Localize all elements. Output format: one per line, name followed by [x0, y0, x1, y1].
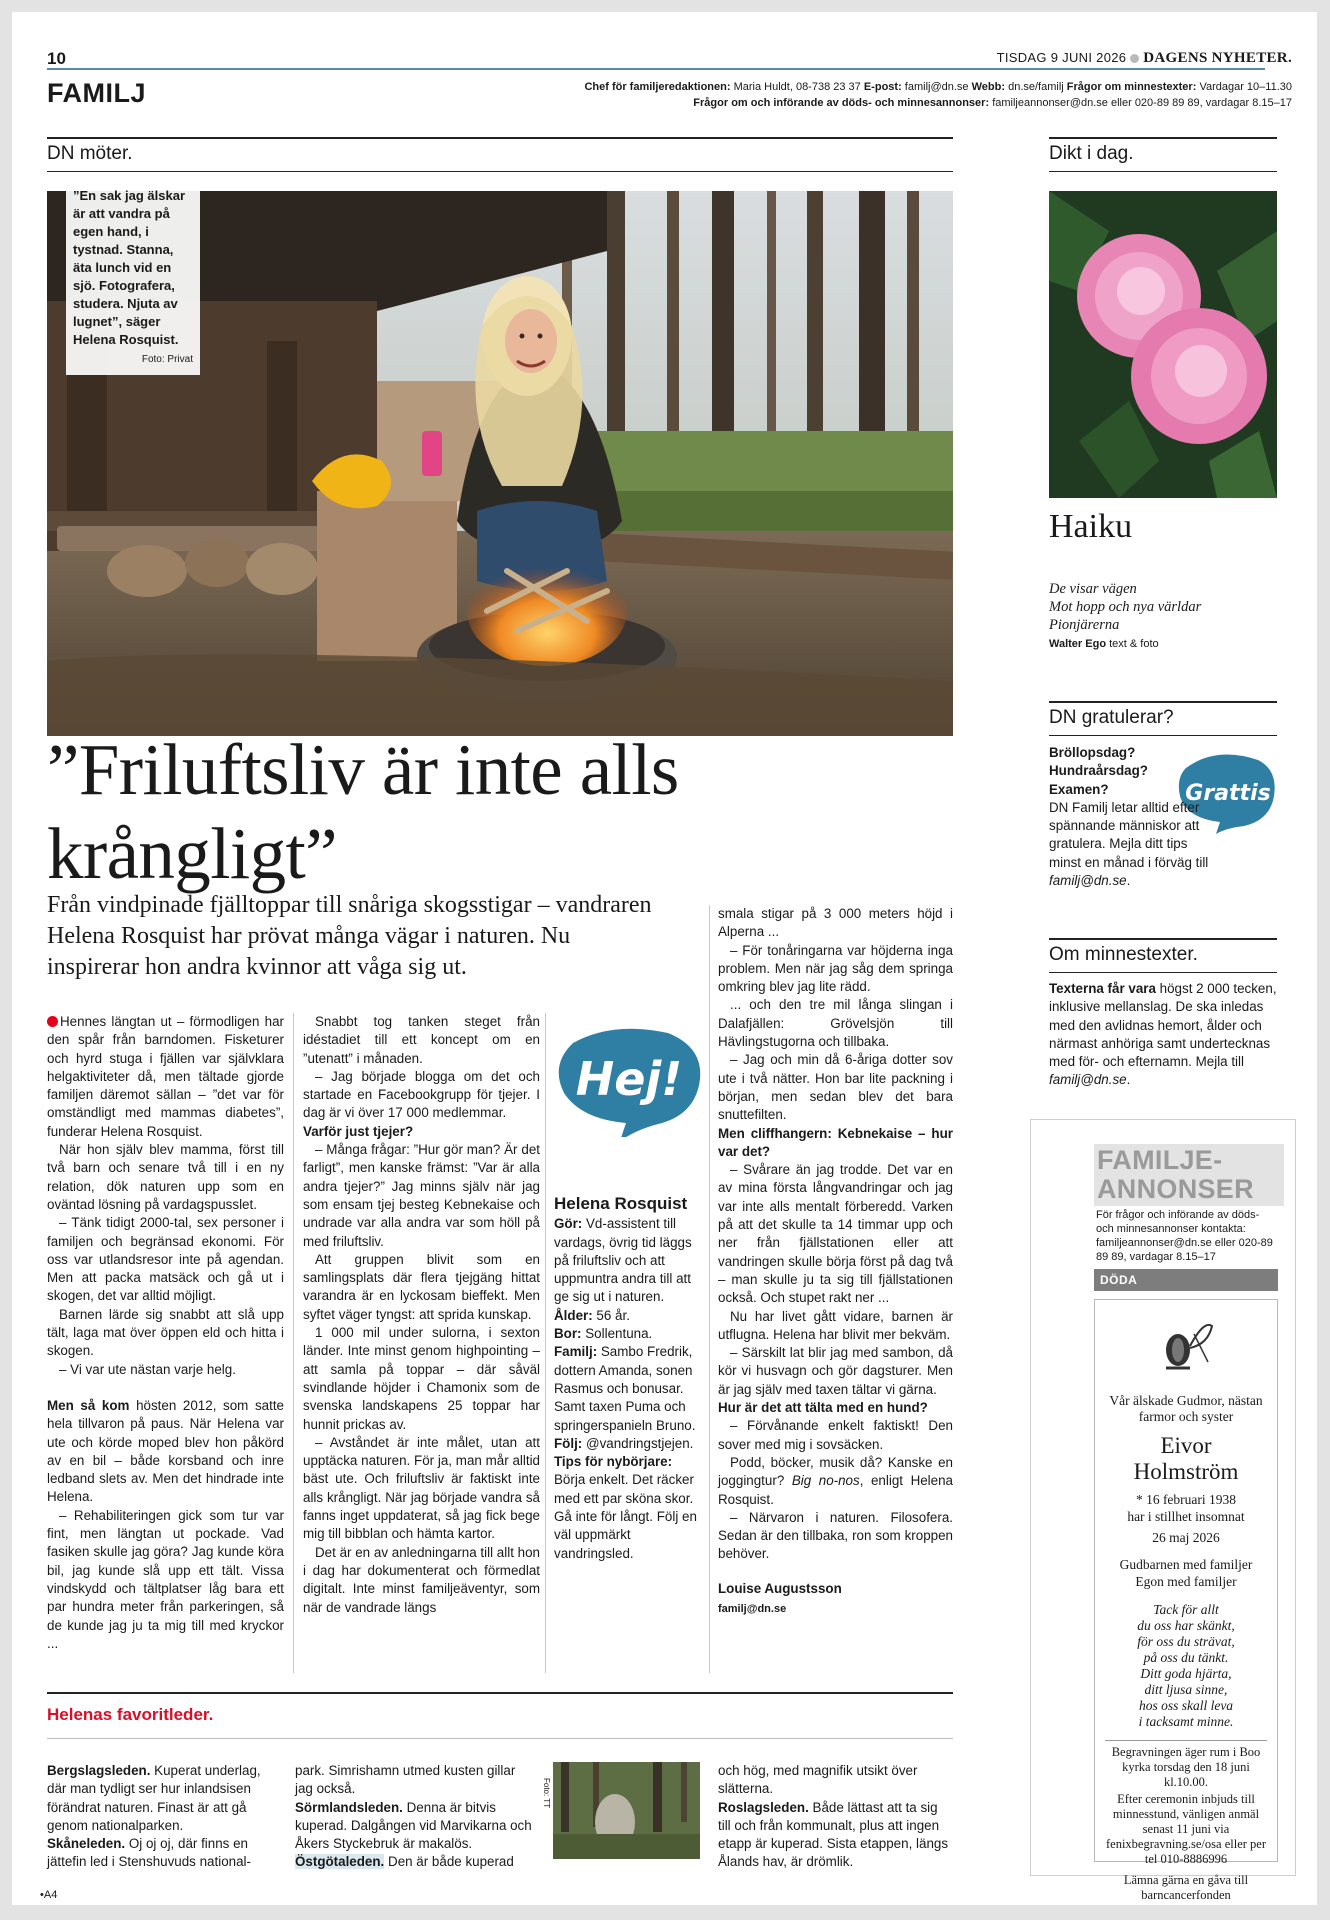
factbox-label: Ålder:: [554, 1307, 593, 1323]
factbox-label: Tips för nybörjare:: [554, 1454, 673, 1470]
deceased-last-name: Holmström: [1133, 1459, 1239, 1484]
paragraph: , enligt Helena Rosquist.: [718, 1473, 953, 1507]
minnes-rule: [1049, 938, 1277, 940]
trail-text: Den är både kuperad: [384, 1854, 514, 1870]
article-column-4: [718, 905, 953, 1618]
paragraph-lead: Men så kom: [47, 1397, 130, 1413]
paragraph: Det är en av anledningarna till allt hon i dag har dokumenterat och förmedlat digitalt. Inte minst familjeäventyr, som när de vandrade längs: [303, 1544, 540, 1615]
paragraph: 1 000 mil under sulorna, i sexton länder. Inte minst genom highpointing – att samla på toppar – där såväl svindlande höjder i Chamonix som de svenska landskapens 25 toppar har hunnit prickas av.: [303, 1325, 540, 1432]
grattis-logo-text: Grattis: [1185, 781, 1271, 806]
factbox-value: Börja enkelt. Det räcker med ett par sköna skor. Gå inte för långt. Följ en väl uppmärkt vandringsled.: [554, 1472, 697, 1561]
article-column-2: [303, 1013, 540, 1617]
doda-bar: DÖDA: [1094, 1269, 1278, 1291]
column-divider: [709, 905, 710, 1673]
factbox: [554, 1195, 706, 1563]
trail-text: och hög, med magnifik utsikt över slätterna.: [718, 1763, 918, 1797]
gratulerar-underline: [1049, 735, 1277, 736]
factbox-name: Helena Rosquist: [554, 1194, 688, 1213]
minnes-body: högst 2 000 tecken, inklusive mellanslag. De ska inledas med den avlidnas hemort, ålder och närmast anhöriga samt undertecknas med för- och efternamn. Mejla till: [1049, 981, 1277, 1070]
dateline: [997, 50, 1292, 67]
poem-line: på oss du tänkt.: [1143, 1650, 1229, 1665]
trail-name: Bergslagsleden.: [47, 1763, 151, 1778]
factbox-label: Bor:: [554, 1326, 582, 1342]
forest-rock-photo: [553, 1762, 700, 1859]
article-ingress: Från vindpinade fjälltoppar till snåriga skogsstigar – vandraren Helena Rosquist har prövat många vägar i naturen. Nu inspirerar hon andra kvinnor att våga sig ut.: [47, 892, 652, 980]
deceased-first-name: Eivor: [1160, 1433, 1212, 1458]
trail-name: Skåneleden.: [47, 1836, 126, 1852]
minnes-text: [1049, 980, 1277, 1090]
mourners: Egon med familjer: [1135, 1574, 1237, 1589]
paragraph: – Avståndet är inte målet, utan att upptäcka naturen. För ja, man mår alltid bäst ute. Och friluftsliv är faktiskt inte alls krångligt. När jag började vandra så fanns inget uppdaterat, så jag fick bege mig till bibblan och hämta kartor.: [303, 1434, 540, 1542]
article-headline: ”Friluftsliv är inte alls krångligt”: [47, 729, 679, 894]
poem-line: Ditt goda hjärta,: [1140, 1666, 1232, 1681]
masthead-rule: [47, 68, 1265, 70]
hej-logo-icon: [553, 1025, 705, 1137]
paragraph: – Vi var ute nästan varje helg.: [59, 1361, 236, 1377]
issue-date: TISDAG 9 JUNI 2026: [996, 50, 1127, 65]
death-date: 26 maj 2026: [1152, 1530, 1220, 1545]
dikt-underline: [1049, 171, 1277, 172]
hej-logo: [553, 1025, 705, 1137]
trail-text: Både lättast att ta sig till och från kommunalt, plus att ingen etapp är kuperad. Sista etappen, längs Ålands hav, är drömlik.: [718, 1799, 949, 1870]
factbox-value: Sollentuna.: [581, 1326, 653, 1342]
paragraph: – Tänk tidigt 2000-tal, sex personer i familjen och begränsad ekonomi. För oss var utlandsresor inte på agendan. Men att packa matsäck och gå ut i skogen, det var alltid möjligt.: [47, 1215, 284, 1304]
haiku-title: Haiku: [1049, 508, 1133, 545]
notice-divider: [1105, 1740, 1267, 1741]
gratulerar-text: [1049, 744, 1277, 890]
paragraph: Snabbt tog tanken steget från idéstadiet till ett koncept om en ”utenatt” i månaden.: [303, 1014, 540, 1066]
factbox-value: 56 år.: [592, 1307, 630, 1323]
paragraph: När hon själv blev mamma, först till två barn och senare två till i en ny relation, dök naturen upp som en oväntad lösning på vardagspusslet.: [47, 1142, 284, 1212]
factbox-label: Följ:: [554, 1435, 583, 1451]
death-notice: [1094, 1299, 1278, 1902]
haiku-line: Pionjärerna: [1049, 617, 1120, 633]
favorites-photo-credit: Foto: TT: [542, 1778, 551, 1809]
favorites-photo: [553, 1762, 700, 1859]
poem-line: hos oss skall leva: [1138, 1698, 1234, 1713]
column-divider: [545, 1013, 546, 1673]
notice-lead: Vår älskade Gudmor, nästan farmor och syster: [1109, 1393, 1263, 1424]
paragraph: – Jag började blogga om det och startade en Facebookgrupp för tjejer. I dag är vi över 17 000 medlemmar.: [303, 1068, 540, 1121]
question-subhead: Varför just tjejer?: [303, 1123, 414, 1139]
contact-info: [512, 79, 1292, 111]
minnes-email[interactable]: familj@dn.se: [1049, 1072, 1127, 1088]
page-number: 10: [47, 49, 66, 68]
notice-poem: [1095, 1602, 1277, 1730]
gratulerar-rule: [1049, 701, 1277, 703]
newspaper-brand: DAGENS NYHETER.: [1143, 50, 1292, 66]
haiku-credit: [1049, 638, 1159, 650]
gratulerar-end: .: [1126, 873, 1131, 889]
ceremony-info: Efter ceremonin inbjuds till minnesstund, vänligen anmäl senast 11 juni via fenixbegravning.se/osa eller per tel 010-8886996: [1105, 1792, 1266, 1866]
trail-text: Denna är bitvis kuperad. Dalgången vid Marvikarna och Åkers Styckebruk är makalös.: [295, 1799, 532, 1852]
gratulerar-question: Examen?: [1049, 781, 1109, 797]
favorites-column-1: [47, 1762, 279, 1872]
factbox-label: Gör:: [554, 1216, 583, 1232]
haiku-author-suffix: text & foto: [1106, 638, 1159, 650]
haiku-poem: [1049, 580, 1277, 634]
section-title: FAMILJ: [47, 78, 147, 108]
paragraph: Att gruppen blivit som en samlingsplats där flera tjejgäng hittat varandra är en lyckosam bieffekt. Men syftet väger tyngst: att sprida kunskap.: [303, 1251, 540, 1322]
trail-text: Kuperat underlag, där man tydligt ser hur inlandsisen förändrat naturen. Finast är att gå genom nationalparken.: [47, 1763, 261, 1833]
hej-logo-text: Hej!: [575, 1052, 683, 1106]
trail-text: park. Simrishamn utmed kusten gillar jag också.: [295, 1763, 516, 1797]
article-kicker: DN möter.: [47, 143, 133, 164]
red-dot-icon: [47, 1016, 58, 1027]
peony-flowers-photo: [1049, 191, 1277, 498]
favorites-underline: [47, 1738, 953, 1739]
photo-credit: Foto: Privat: [141, 354, 193, 365]
haiku-line: De visar vägen: [1049, 581, 1137, 597]
edition-marker: •A4: [40, 1889, 58, 1901]
contact-hours: Vardagar 10–11.30: [1199, 81, 1292, 93]
minnes-lead: Texterna får vara: [1049, 981, 1156, 996]
mourners: Gudbarnen med familjer: [1119, 1557, 1253, 1572]
death-statement: har i stillhet insomnat: [1127, 1509, 1245, 1524]
photo-caption: [66, 181, 200, 375]
photo-caption-text: ”En sak jag älskar är att vandra på egen hand, i tystnad. Stanna, äta lunch vid en sjö. Fotografera, studera. Njuta av lugnet”, säger Helena Rosquist.: [73, 188, 186, 347]
bullet-icon: [1130, 54, 1139, 63]
contact-email[interactable]: familj@dn.se: [904, 81, 969, 93]
paragraph: Barnen lärde sig snabbt att slå upp tält, laga mat över öppen eld och hitta i skogen.: [47, 1306, 284, 1359]
trail-text: Oj oj oj, där finns en jättefin led i Stenshuvuds national-: [47, 1836, 251, 1870]
gratulerar-question: Bröllopsdag?: [1049, 745, 1136, 760]
paragraph: – Närvaron i naturen. Filosofera. Sedan är den tillbaka, ron som kroppen behöver.: [718, 1509, 953, 1562]
trail-name: Roslagsleden.: [718, 1799, 809, 1815]
article-column-1: [47, 1013, 284, 1653]
byline-email[interactable]: familj@dn.se: [718, 1602, 787, 1615]
byline: Louise Augustsson: [718, 1580, 842, 1596]
contact-editor: Maria Huldt, 08-738 23 37: [733, 81, 861, 93]
paragraph: Nu har livet gått vidare, barnen är utflugna. Helena har blivit mer bekväm.: [718, 1308, 953, 1342]
contact-web-label: Webb:: [971, 81, 1006, 93]
haiku-line: Mot hopp och nya världar: [1049, 599, 1202, 615]
factbox-value: @vandringstjejen.: [582, 1435, 694, 1451]
paragraph: Hennes längtan ut – förmodligen har den spår från barndomen. Fisketurer och hyrd stuga i fjällen var självklara helgaktiviteter då, men tältade gjorde familjen däremot sällan – ”det var för omständligt med mammas diabetes”, funderar Helena Rosquist.: [47, 1014, 284, 1139]
paragraph: – Förvånande enkelt faktiskt! Den sover med mig i sovsäcken.: [718, 1418, 953, 1452]
trail-name: Sörmlandsleden.: [295, 1799, 403, 1815]
paragraph: – Svårare än jag trodde. Det var en av mina första långvandringar och jag var inte alls mentalt förberedd. Varken på att det skulle ta 14 timmar upp och ner från fjällstationen eller att vandringen skulle börja först på dag två – man skulle ju ta sig till fjällstationen också. Och stupet rakt ner ...: [718, 1162, 953, 1306]
paragraph: – Särskilt lat blir jag med sambon, då kör vi husvagn och gör dagsturer. Men är jag själv med taxen tältar vi gärna.: [718, 1345, 953, 1397]
gratulerar-title: DN gratulerar?: [1049, 707, 1174, 728]
annonser-info: För frågor och införande av döds- och minnesannonser kontakta: familjeannonser@dn.se eller 020-89 89 89, vardagar 8.15–17: [1096, 1209, 1273, 1263]
favorites-rule: [47, 1692, 953, 1694]
minnes-underline: [1049, 972, 1277, 973]
contact-notices-label: Frågor om och införande av döds- och minnesannonser:: [693, 97, 990, 109]
favorites-column-2: [295, 1762, 535, 1872]
cross-stitch-icon: [1095, 1322, 1277, 1379]
contact-editor-label: Chef för familjeredaktionen:: [584, 81, 731, 93]
dikt-title: Dikt i dag.: [1049, 143, 1134, 164]
peony-photo: [1049, 191, 1277, 498]
paragraph-italic: Big no-nos: [791, 1473, 860, 1489]
question-subhead: Hur är det att tälta med en hund?: [718, 1400, 928, 1416]
birth-date: * 16 februari 1938: [1135, 1492, 1237, 1507]
trail-name: Östgötaleden.: [295, 1854, 385, 1870]
paragraph: – Jag och min då 6-åriga dotter sov ute i två nätter. Hon bar lite packning i början, men sedan blev det bara snuttefilten.: [718, 1052, 953, 1123]
factbox-value: Sambo Fredrik, dottern Amanda, sonen Rasmus och bonusar. Samt taxen Puma och springerspanieln Bruno.: [554, 1344, 696, 1433]
contact-notices: familjeannonser@dn.se eller 020-89 89 89, vardagar 8.15–17: [992, 97, 1292, 109]
paragraph: – Rehabiliteringen gick som tur var fint, men längtan ut pockade. Vad fasiken skulle jag göra? Jag kunde köra bil, jag kunde slå upp ett tält. Vissa vindskydd och tältplatser låg bara ett par hundra meter från parkeringen, så de kunde jag ju ta mig till med kryckor ...: [47, 1507, 284, 1651]
gift-info: Lämna gärna en gåva till barncancerfonden: [1123, 1873, 1249, 1902]
poem-line: du oss har skänkt,: [1137, 1618, 1235, 1633]
paragraph: Podd, böcker, musik då? Kanske en joggingtur?: [718, 1454, 953, 1489]
paragraph: – För tonåringarna var höjderna inga problem. Men när jag såg dem springa omkring blev jag lite rädd.: [718, 942, 953, 995]
poem-line: ditt ljusa sinne,: [1144, 1682, 1228, 1697]
sidebar-rule: [1049, 137, 1277, 139]
contact-web[interactable]: dn.se/familj: [1008, 81, 1064, 93]
poem-line: i tacksamt minne.: [1138, 1714, 1234, 1729]
paragraph: ... och den tre mil långa slingan i Dalafjällen: Grövelsjön till Hävlingstugorna och tillbaka.: [718, 997, 953, 1050]
annonser-title: FAMILJE-: [1097, 1145, 1223, 1175]
favorites-column-3: [718, 1762, 953, 1872]
contact-email-label: E-post:: [863, 81, 902, 93]
paragraph: smala stigar på 3 000 meters höjd i Alperna ...: [718, 906, 953, 940]
column-divider: [293, 1013, 294, 1673]
question-subhead: Men cliffhangern: Kebnekaise – hur var det?: [718, 1125, 953, 1159]
contact-hours-label: Frågor om minnestexter:: [1066, 81, 1197, 93]
factbox-value: Vd-assistent till vardags, övrig tid läggs på friluftsliv och att uppmuntra andra till att ge sig ut i naturen.: [554, 1216, 692, 1305]
kicker-underline: [47, 171, 953, 172]
gratulerar-body: DN Familj letar alltid efter spännande människor att gratulera. Mejla ditt tips minst en månad i förväg till: [1049, 799, 1209, 870]
gratulerar-email[interactable]: familj@dn.se: [1049, 873, 1127, 889]
minnes-end: .: [1126, 1072, 1131, 1088]
funeral-info: Begravningen äger rum i Boo kyrka torsdag den 18 juni kl.10.00.: [1111, 1745, 1261, 1789]
annonser-header: [1094, 1144, 1284, 1206]
factbox-label: Familj:: [554, 1344, 598, 1360]
gratulerar-question: Hundraårsdag?: [1049, 763, 1148, 779]
favorites-title: Helenas favoritleder.: [47, 1705, 214, 1724]
annonser-title: ANNONSER: [1097, 1174, 1254, 1204]
paragraph: hösten 2012, som satte hela tillvaron på paus. När Helena var ute och körde moped blev hon påkörd av en bil – både korsband och inre ledband slets av. Men det hindrade inte Helena.: [47, 1397, 284, 1505]
haiku-author: Walter Ego: [1049, 638, 1107, 650]
minnes-title: Om minnestexter.: [1049, 944, 1198, 965]
kicker-rule: [47, 137, 953, 139]
poem-line: Tack för allt: [1153, 1602, 1219, 1617]
poem-line: för oss du strävat,: [1137, 1634, 1235, 1649]
paragraph: – Många frågar: ”Hur gör man? Är det farligt”, men kanske främst: ”Var är alla andra tjejer?” Jag minns själv när jag som ensam tjej besteg Kebnekaise och undrade var alla andra var som höll på med friluftsliv.: [303, 1142, 540, 1249]
